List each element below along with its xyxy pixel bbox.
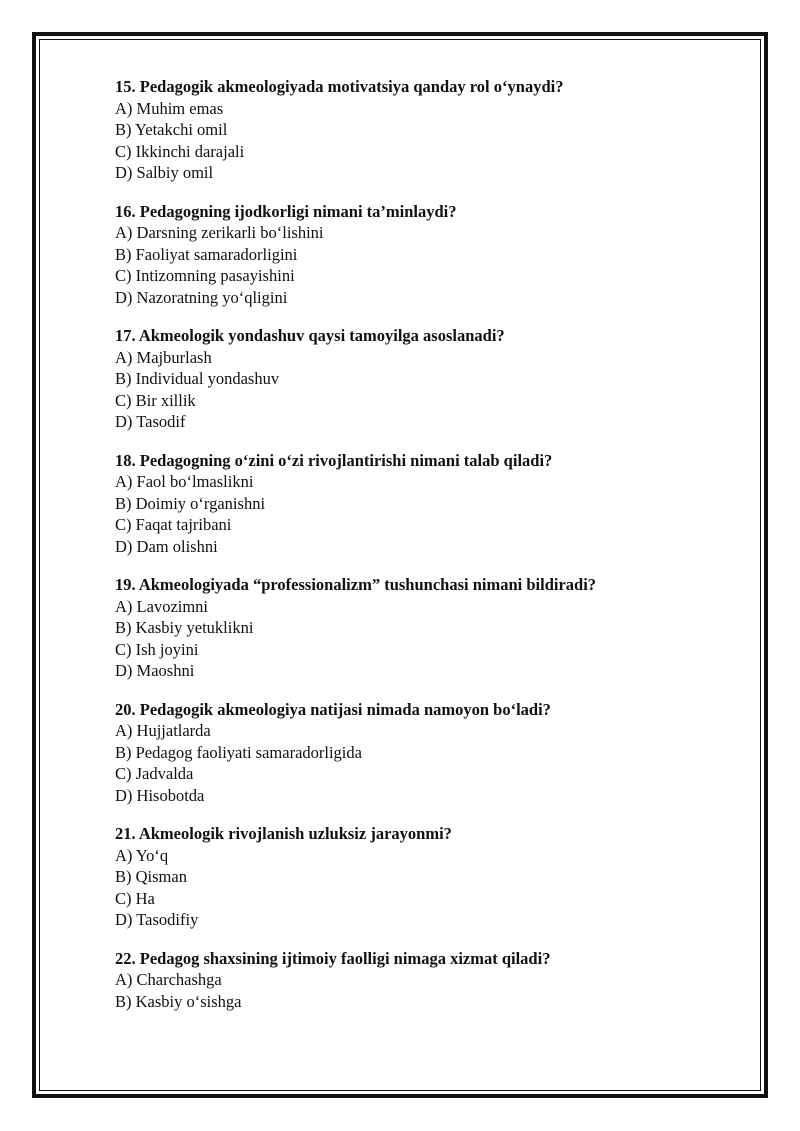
question-20 (115, 699, 715, 807)
question-17 (115, 325, 715, 433)
option-c: C) Intizomning pasayishini (115, 266, 295, 285)
option-a: A) Hujjatlarda (115, 721, 211, 740)
option-a: A) Muhim emas (115, 98, 224, 118)
option-d: D) Tasodifiy (115, 910, 199, 929)
option-a: A) Faol bo‘lmaslikni (115, 472, 254, 491)
question-title: 16. Pedagogning ijodkorligi nimani ta’minlaydi? (115, 201, 457, 221)
option-c: C) Jadvalda (115, 764, 194, 783)
option-b: B) Kasbiy yetuklikni (115, 618, 254, 637)
question-title: 21. Akmeologik rivojlanish uzluksiz jarayonmi? (115, 824, 452, 843)
option-b: B) Faoliyat samaradorligini (115, 244, 298, 264)
option-d: D) Salbiy omil (115, 163, 214, 182)
option-b: B) Individual yondashuv (115, 369, 280, 388)
option-d: D) Maoshni (115, 661, 195, 680)
option-a: A) Majburlash (115, 347, 212, 367)
question-16 (115, 201, 715, 309)
option-b: B) Kasbiy o‘sishga (115, 991, 242, 1011)
question-18 (115, 450, 715, 558)
question-15 (115, 76, 715, 184)
option-d: D) Dam olishni (115, 536, 218, 556)
question-22 (115, 948, 715, 1013)
question-title: 19. Akmeologiyada “professionalizm” tushunchasi nimani bildiradi? (115, 575, 597, 594)
question-title: 15. Pedagogik akmeologiyada motivatsiya qanday rol o‘ynaydi? (115, 77, 564, 96)
option-d: D) Hisobotda (115, 785, 205, 805)
option-d: D) Tasodif (115, 412, 186, 431)
option-a: A) Charchashga (115, 970, 222, 989)
option-a: A) Lavozimni (115, 596, 209, 616)
option-b: B) Pedagog faoliyati samaradorligida (115, 742, 362, 762)
question-list (115, 76, 715, 1029)
option-c: C) Ish joyini (115, 639, 199, 659)
option-c: C) Bir xillik (115, 390, 196, 410)
question-19 (115, 574, 715, 682)
option-c: C) Ha (115, 888, 155, 908)
question-title: 22. Pedagog shaxsining ijtimoiy faolligi nimaga xizmat qiladi? (115, 948, 551, 968)
option-c: C) Faqat tajribani (115, 515, 232, 534)
option-b: B) Qisman (115, 867, 187, 886)
option-a: A) Darsning zerikarli bo‘lishini (115, 223, 324, 242)
question-title: 17. Akmeologik yondashuv qaysi tamoyilga asoslanadi? (115, 326, 505, 345)
option-c: C) Ikkinchi darajali (115, 141, 245, 161)
question-21 (115, 823, 715, 931)
question-title: 18. Pedagogning o‘zini o‘zi rivojlantirishi nimani talab qiladi? (115, 450, 553, 470)
question-title: 20. Pedagogik akmeologiya natijasi nimada namoyon bo‘ladi? (115, 699, 551, 719)
option-d: D) Nazoratning yo‘qligini (115, 287, 288, 307)
option-b: B) Yetakchi omil (115, 120, 228, 139)
option-b: B) Doimiy o‘rganishni (115, 493, 266, 513)
option-a: A) Yo‘q (115, 845, 169, 865)
